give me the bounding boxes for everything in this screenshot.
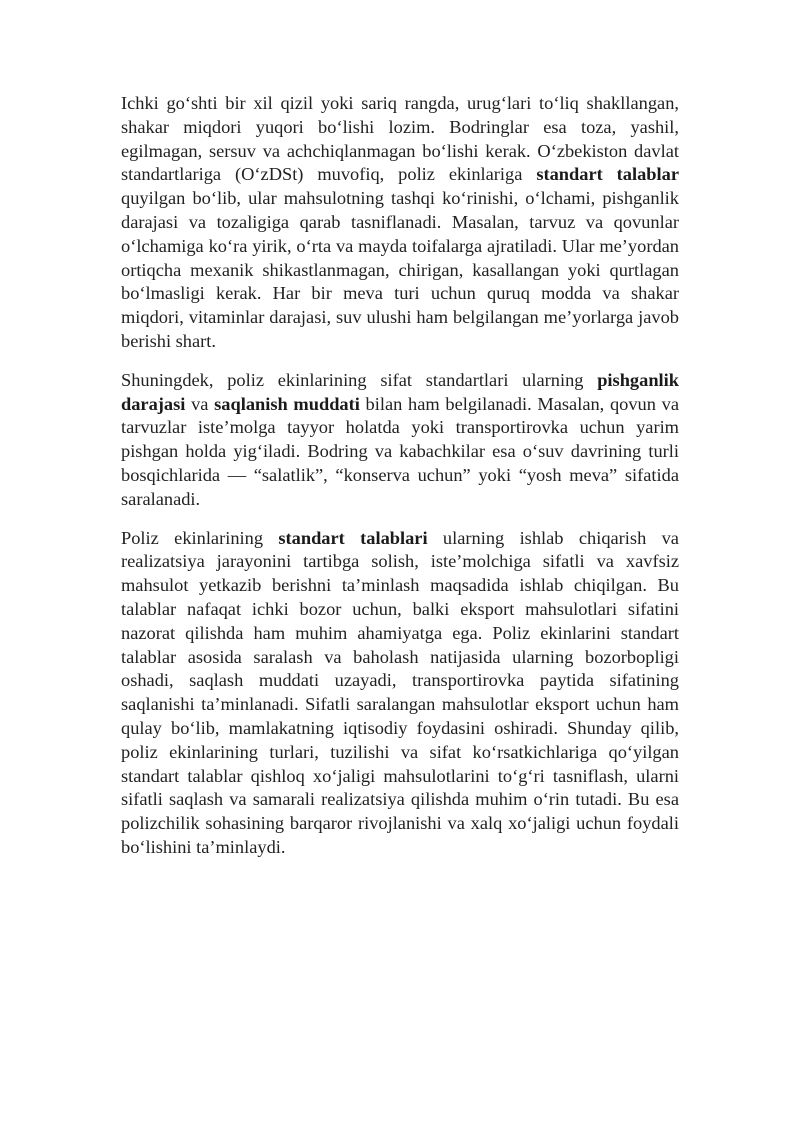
text-run: ularning ishlab chiqarish va realizatsiya jarayonini tartibga solish, iste’molchiga sifatli va xavfsiz mahsulot yetkazib berishni ta’minlash maqsadida ishlab chiqilgan. Bu talablar nafaqat ichki bozor uchun, balki eksport mahsulotlari sifatini nazorat qilishda ham muhim ahamiyatga ega. Poliz ekinlarini standart talablar asosida saralash va baholash natijasida ularning bozorbopligi oshadi, saqlash muddati uzayadi, transportirovka paytida sifatining saqlanishi ta’minlanadi. Sifatli saralangan mahsulotlar eksport uchun ham qulay bo‘lib, mamlakatning iqtisodiy foydasini oshiradi. Shunday qilib, poliz ekinlarining turlari, tuzilishi va sifat ko‘rsatkichlariga qo‘yilgan standart talablar qishloq xo‘jaligi mahsulotlarini to‘g‘ri tasniflash, ularni sifatli saqlash va samarali realizatsiya qilishda muhim o‘rin tutadi. Bu esa polizchilik sohasining barqaror rivojlanishi va xalq xo‘jaligi uchun foydali bo‘lishini ta’minlaydi.: [121, 527, 679, 857]
text-run: Ichki go‘shti bir xil qizil yoki sariq rangda, urug‘lari to‘liq shakllangan, shakar miqdori yuqori bo‘lishi lozim. Bodringlar esa toza, yashil, egilmagan, sersuv va achchiqlanmagan bo‘lishi kerak. O‘zbekiston davlat standartlariga (O‘zDSt) muvofiq, poliz ekinlariga: [121, 93, 679, 185]
bold-term-pishganlik-darajasi: pishganlik darajasi: [121, 369, 679, 414]
text-run: quyilgan bo‘lib, ular mahsulotning tashqi ko‘rinishi, o‘lchami, pishganlik darajasi va tozaligiga qarab tasniflanadi. Masalan, tarvuz va qovunlar o‘lchamiga ko‘ra yirik, o‘rta va mayda toifalarga ajratiladi. Ular me’yordan ortiqcha mexanik shikastlanmagan, chirigan, kasallangan yoki qurtlagan bo‘lmasligi kerak. Har bir meva turi uchun quruq modda va shakar miqdori, vitaminlar darajasi, suv ulushi ham belgilangan me’yorlarga javob berishi shart.: [121, 188, 679, 351]
bold-term-standart-talablar: standart talablar: [536, 164, 679, 185]
text-run: Poliz ekinlarining: [121, 527, 279, 548]
bold-term-saqlanish-muddati: saqlanish muddati: [214, 393, 360, 414]
document-page: [121, 92, 679, 875]
text-run: Shuningdek, poliz ekinlarining sifat standartlari ularning: [121, 369, 598, 390]
bold-term-standart-talablari: standart talablari: [278, 527, 428, 548]
paragraph-3: [121, 527, 679, 860]
text-run: bilan ham belgilanadi. Masalan, qovun va tarvuzlar iste’molga tayyor holatda yoki transportirovka uchun yarim pishgan holda yig‘iladi. Bodring va kabachkilar esa o‘suv davrining turli bosqichlarida — “salatlik”, “konserva uchun” yoki “yosh meva” sifatida saralanadi.: [121, 393, 679, 509]
text-run: va: [185, 393, 215, 414]
paragraph-2: [121, 369, 679, 512]
paragraph-1: [121, 92, 679, 354]
